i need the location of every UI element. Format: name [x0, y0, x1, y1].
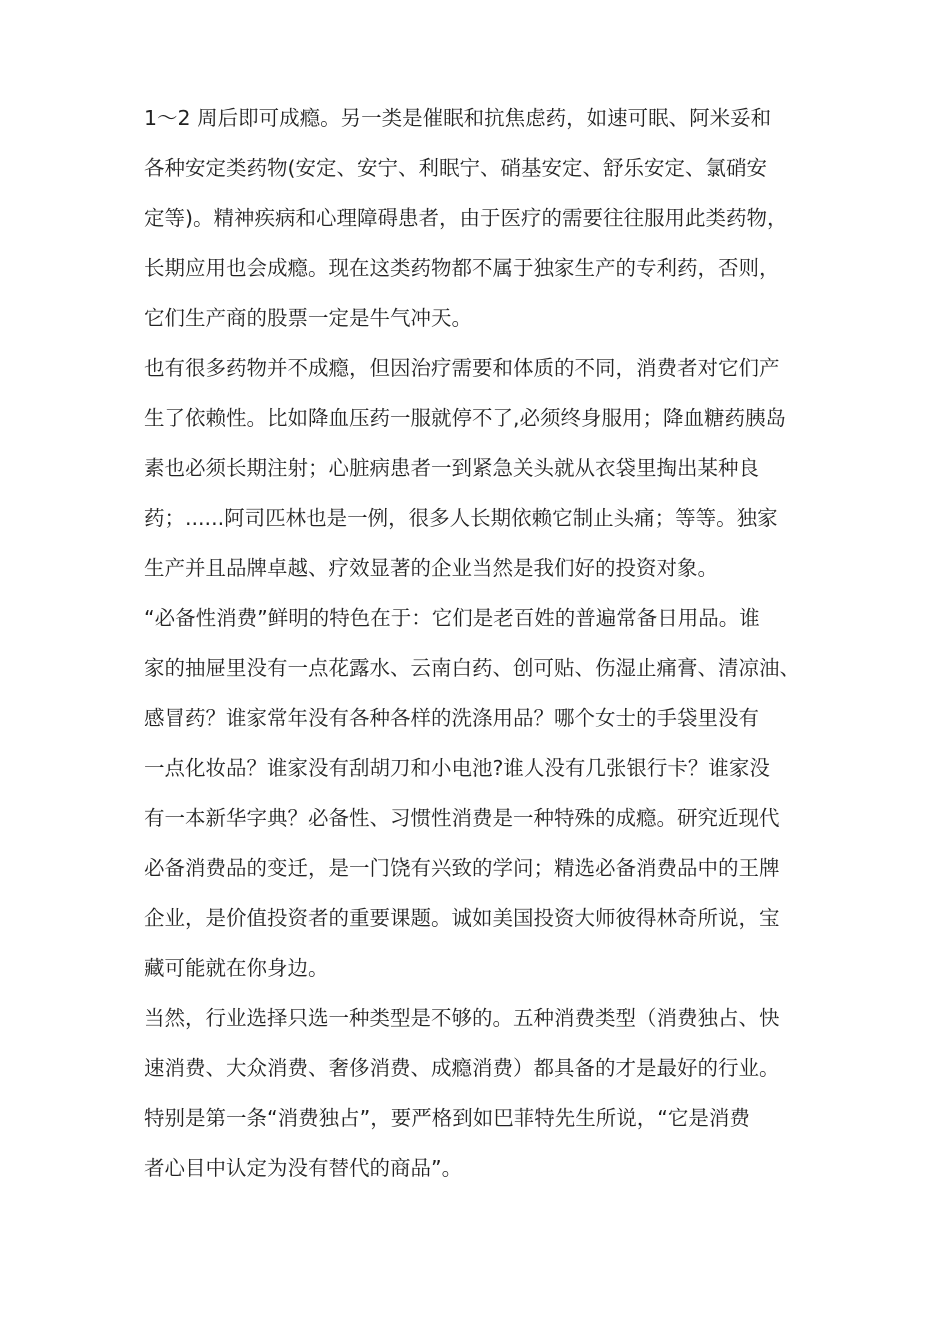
text-line: 必备消费品的变迁，是一门饶有兴致的学问；精选必备消费品中的王牌 — [144, 856, 780, 880]
text-line: 药；......阿司匹林也是一例，很多人长期依赖它制止头痛；等等。独家 — [144, 506, 778, 530]
text-line: 速消费、大众消费、奢侈消费、成瘾消费）都具备的才是最好的行业。 — [144, 1056, 780, 1080]
text-line: 企业，是价值投资者的重要课题。诚如美国投资大师彼得林奇所说，宝 — [144, 906, 780, 930]
text-line: 定等)。精神疾病和心理障碍患者，由于医疗的需要往往服用此类药物， — [144, 206, 788, 230]
text-line: 有一本新华字典？必备性、习惯性消费是一种特殊的成瘾。研究近现代 — [144, 806, 780, 830]
paragraph-3 — [144, 593, 824, 993]
text-line: 一点化妆品？谁家没有刮胡刀和小电池?谁人没有几张银行卡？谁家没 — [144, 756, 770, 780]
text-line: 也有很多药物并不成瘾，但因治疗需要和体质的不同，消费者对它们产 — [144, 356, 780, 380]
paragraph-4 — [144, 993, 824, 1193]
text-line: 当然，行业选择只选一种类型是不够的。五种消费类型（消费独占、快 — [144, 1006, 780, 1030]
text-line: 特别是第一条“消费独占”，要严格到如巴菲特先生所说，“它是消费 — [144, 1106, 750, 1130]
text-line: 藏可能就在你身边。 — [144, 956, 329, 980]
text-line: 生了依赖性。比如降血压药一服就停不了,必须终身服用；降血糖药胰岛 — [144, 406, 787, 430]
document-body — [144, 93, 824, 1193]
paragraph-1 — [144, 93, 824, 343]
text-line: 长期应用也会成瘾。现在这类药物都不属于独家生产的专利药，否则， — [144, 256, 780, 280]
text-line: 感冒药？谁家常年没有各种各样的洗涤用品？哪个女士的手袋里没有 — [144, 706, 759, 730]
text-line: 家的抽屉里没有一点花露水、云南白药、创可贴、伤湿止痛膏、清凉油、 — [144, 656, 800, 680]
paragraph-2 — [144, 343, 824, 593]
text-line: 者心目中认定为没有替代的商品”。 — [144, 1156, 463, 1180]
text-line: “必备性消费”鲜明的特色在于：它们是老百姓的普遍常备日用品。谁 — [144, 606, 760, 630]
text-line: 生产并且品牌卓越、疗效显著的企业当然是我们好的投资对象。 — [144, 556, 718, 580]
text-line: 它们生产商的股票一定是牛气冲天。 — [144, 306, 472, 330]
text-line: 各种安定类药物(安定、安宁、利眠宁、硝基安定、舒乐安定、氯硝安 — [144, 156, 767, 180]
text-line: 素也必须长期注射；心脏病患者一到紧急关头就从衣袋里掏出某种良 — [144, 456, 759, 480]
text-line: 1～2 周后即可成瘾。另一类是催眠和抗焦虑药，如速可眠、阿米妥和 — [144, 106, 772, 130]
